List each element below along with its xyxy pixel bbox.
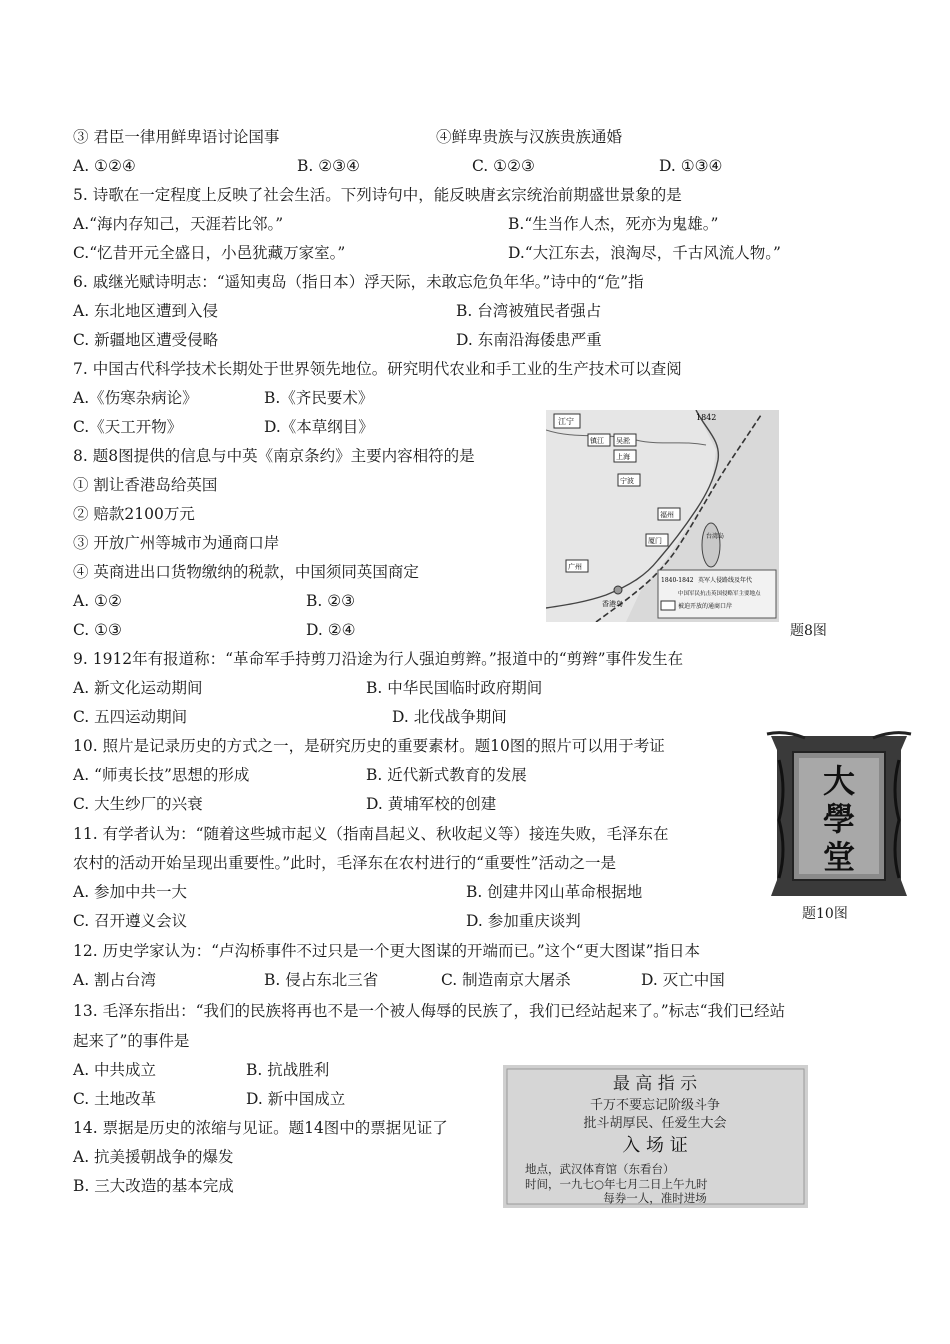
q8-option-b: B. ②③: [306, 592, 356, 610]
q13-stem-line-2: 起来了”的事件是: [73, 1032, 190, 1050]
plaque-char-2: 學: [822, 800, 856, 838]
ticket-note: 每券一人，准时进场: [603, 1191, 707, 1205]
q6-stem: 6. 戚继光赋诗明志：“遥知夷岛（指日本）浮天际，未敢忘危负年华。”诗中的“危”指: [73, 273, 644, 291]
q11-stem-line-1: 11. 有学者认为：“随着这些城市起义（指南昌起义、秋收起义等）接连失败，毛泽东在: [73, 825, 669, 843]
map-label-1842: 1842: [696, 413, 717, 422]
q7-option-c: C.《天工开物》: [73, 418, 183, 436]
q7-option-d: D.《本草纲目》: [264, 418, 374, 436]
map-label-taiwan: 台湾岛: [706, 533, 725, 540]
q10-option-b: B. 近代新式教育的发展: [366, 766, 527, 784]
q13-stem-line-1: 13. 毛泽东指出：“我们的民族将再也不是一个被人侮辱的民族了，我们已经站起来了。”标志“我们已经站: [73, 1002, 786, 1020]
q5-option-a: A.“海内存知己，天涯若比邻。”: [73, 215, 284, 233]
q11-option-a: A. 参加中共一大: [73, 883, 188, 901]
q9-option-a: A. 新文化运动期间: [73, 679, 203, 697]
q4-option-a: A. ①②④: [73, 157, 136, 175]
q7-option-b: B.《齐民要术》: [264, 389, 374, 407]
q9-option-d: D. 北伐战争期间: [392, 708, 507, 726]
q8-option-d: D. ②④: [306, 621, 356, 639]
map-label-wusong: 吴淞: [616, 437, 630, 445]
q13-option-d: D. 新中国成立: [246, 1090, 346, 1108]
admission-ticket-photo: [503, 1065, 808, 1208]
hongkong-island: [614, 586, 622, 594]
q11-option-c: C. 召开遵义会议: [73, 912, 188, 930]
legend-resistance: 中国军民抗击英国侵略军主要地点: [678, 591, 761, 597]
ticket-slogan: 千万不要忘记阶级斗争: [589, 1098, 721, 1113]
q10-option-c: C. 大生纱厂的兴衰: [73, 795, 203, 813]
q14-stem: 14. 票据是历史的浓缩与见证。题14图中的票据见证了: [73, 1119, 448, 1137]
q6-option-c: C. 新疆地区遭受侵略: [73, 331, 219, 349]
q12-stem: 12. 历史学家认为：“卢沟桥事件不过只是一个更大图谋的开端而已。”这个“更大图谋”指日本: [73, 942, 701, 960]
q8-stem: 8. 题8图提供的信息与中英《南京条约》主要内容相符的是: [73, 447, 475, 465]
q11-stem-line-2: 农村的活动开始呈现出重要性。”此时，毛泽东在农村进行的“重要性”活动之一是: [73, 854, 617, 872]
q12-option-b: B. 侵占东北三省: [264, 971, 379, 989]
q13-option-b: B. 抗战胜利: [246, 1061, 330, 1079]
q4-option-b: B. ②③④: [297, 157, 360, 175]
map-label-guangzhou: 广州: [568, 563, 582, 571]
ticket-svg: [503, 1065, 808, 1208]
q5-stem: 5. 诗歌在一定程度上反映了社会生活。下列诗句中，能反映唐玄宗统治前期盛世景象的是: [73, 186, 682, 204]
q8-option-a: A. ①②: [73, 592, 122, 610]
q4-option-d: D. ①③④: [659, 157, 723, 175]
q14-option-a: A. 抗美援朝战争的爆发: [73, 1148, 234, 1166]
q8-option-c: C. ①③: [73, 621, 122, 639]
map-label-zhenjiang: 镇江: [590, 437, 604, 445]
q10-option-a: A. “师夷长技”思想的形成: [73, 766, 250, 784]
ticket-header: 最 高 指 示: [612, 1074, 698, 1094]
q4-item-4: ④鲜卑贵族与汉族贵族通婚: [436, 128, 623, 146]
ticket-event: 批斗胡厚民、任爱生大会: [583, 1116, 727, 1131]
q10-stem: 10. 照片是记录历史的方式之一，是研究历史的重要素材。题10图的照片可以用于考证: [73, 737, 665, 755]
map-label-xiamen: 厦门: [648, 537, 662, 545]
q13-option-c: C. 土地改革: [73, 1090, 157, 1108]
ticket-venue: 地点，武汉体育馆（东看台）: [525, 1162, 675, 1176]
q8-item-2: ② 赔款2100万元: [73, 505, 195, 523]
q7-option-a: A.《伤寒杂病论》: [73, 389, 198, 407]
q11-option-d: D. 参加重庆谈判: [466, 912, 581, 930]
map-svg: [546, 410, 779, 622]
q10-option-d: D. 黄埔军校的创建: [366, 795, 497, 813]
legend-years: 1840-1842: [661, 577, 694, 584]
legend-port-box: [661, 601, 675, 610]
q8-item-3: ③ 开放广州等城市为通商口岸: [73, 534, 280, 552]
q11-option-b: B. 创建井冈山革命根据地: [466, 883, 643, 901]
q9-option-b: B. 中华民国临时政府期间: [366, 679, 543, 697]
q9-stem: 9. 1912年有报道称：“革命军手持剪刀沿途为行人强迫剪辫。”报道中的“剪辫”事件发生在: [73, 650, 684, 668]
map-label-shanghai: 上海: [616, 453, 630, 461]
taiwan-island: [702, 523, 720, 567]
q13-option-a: A. 中共成立: [73, 1061, 157, 1079]
legend-ports: 被迫开放的通商口岸: [678, 603, 733, 610]
q12-option-a: A. 割占台湾: [73, 971, 157, 989]
q8-item-1: ① 割让香港岛给英国: [73, 476, 218, 494]
university-plaque-photo: [765, 730, 913, 902]
q7-stem: 7. 中国古代科学技术长期处于世界领先地位。研究明代农业和手工业的生产技术可以查阅: [73, 360, 682, 378]
ticket-time: 时间，一九七○年七月二日上午九时: [525, 1177, 708, 1191]
q5-option-c: C.“忆昔开元全盛日，小邑犹藏万家室。”: [73, 244, 346, 262]
plaque-svg: [765, 730, 913, 902]
map-label-jiangning: 江宁: [558, 417, 574, 426]
q14-option-b: B. 三大改造的基本完成: [73, 1177, 234, 1195]
map-label-fuzhou: 福州: [660, 511, 674, 519]
q12-option-d: D. 灭亡中国: [641, 971, 725, 989]
q4-item-3: ③ 君臣一律用鲜卑语讨论国事: [73, 128, 280, 146]
opium-war-map-figure: [546, 410, 779, 622]
map-label-hongkong: 香港岛: [602, 600, 623, 608]
q8-figure-caption: 题8图: [790, 623, 827, 639]
ticket-title: 入 场 证: [622, 1135, 688, 1156]
map-label-ningbo: 宁波: [620, 477, 634, 485]
q12-option-c: C. 制造南京大屠杀: [441, 971, 571, 989]
q6-option-d: D. 东南沿海倭患严重: [456, 331, 602, 349]
q5-option-d: D.“大江东去，浪淘尽，千古风流人物。”: [508, 244, 781, 262]
plaque-char-3: 堂: [822, 838, 856, 876]
plaque-char-1: 大: [822, 762, 856, 800]
q9-option-c: C. 五四运动期间: [73, 708, 188, 726]
legend-route: 英军人侵路线及年代: [698, 577, 753, 584]
q5-option-b: B.“生当作人杰，死亦为鬼雄。”: [508, 215, 719, 233]
q6-option-a: A. 东北地区遭到入侵: [73, 302, 219, 320]
q10-figure-caption: 题10图: [802, 906, 848, 922]
q6-option-b: B. 台湾被殖民者强占: [456, 302, 602, 320]
q8-item-4: ④ 英商进出口货物缴纳的税款，中国须同英国商定: [73, 563, 419, 581]
q4-option-c: C. ①②③: [472, 157, 535, 175]
